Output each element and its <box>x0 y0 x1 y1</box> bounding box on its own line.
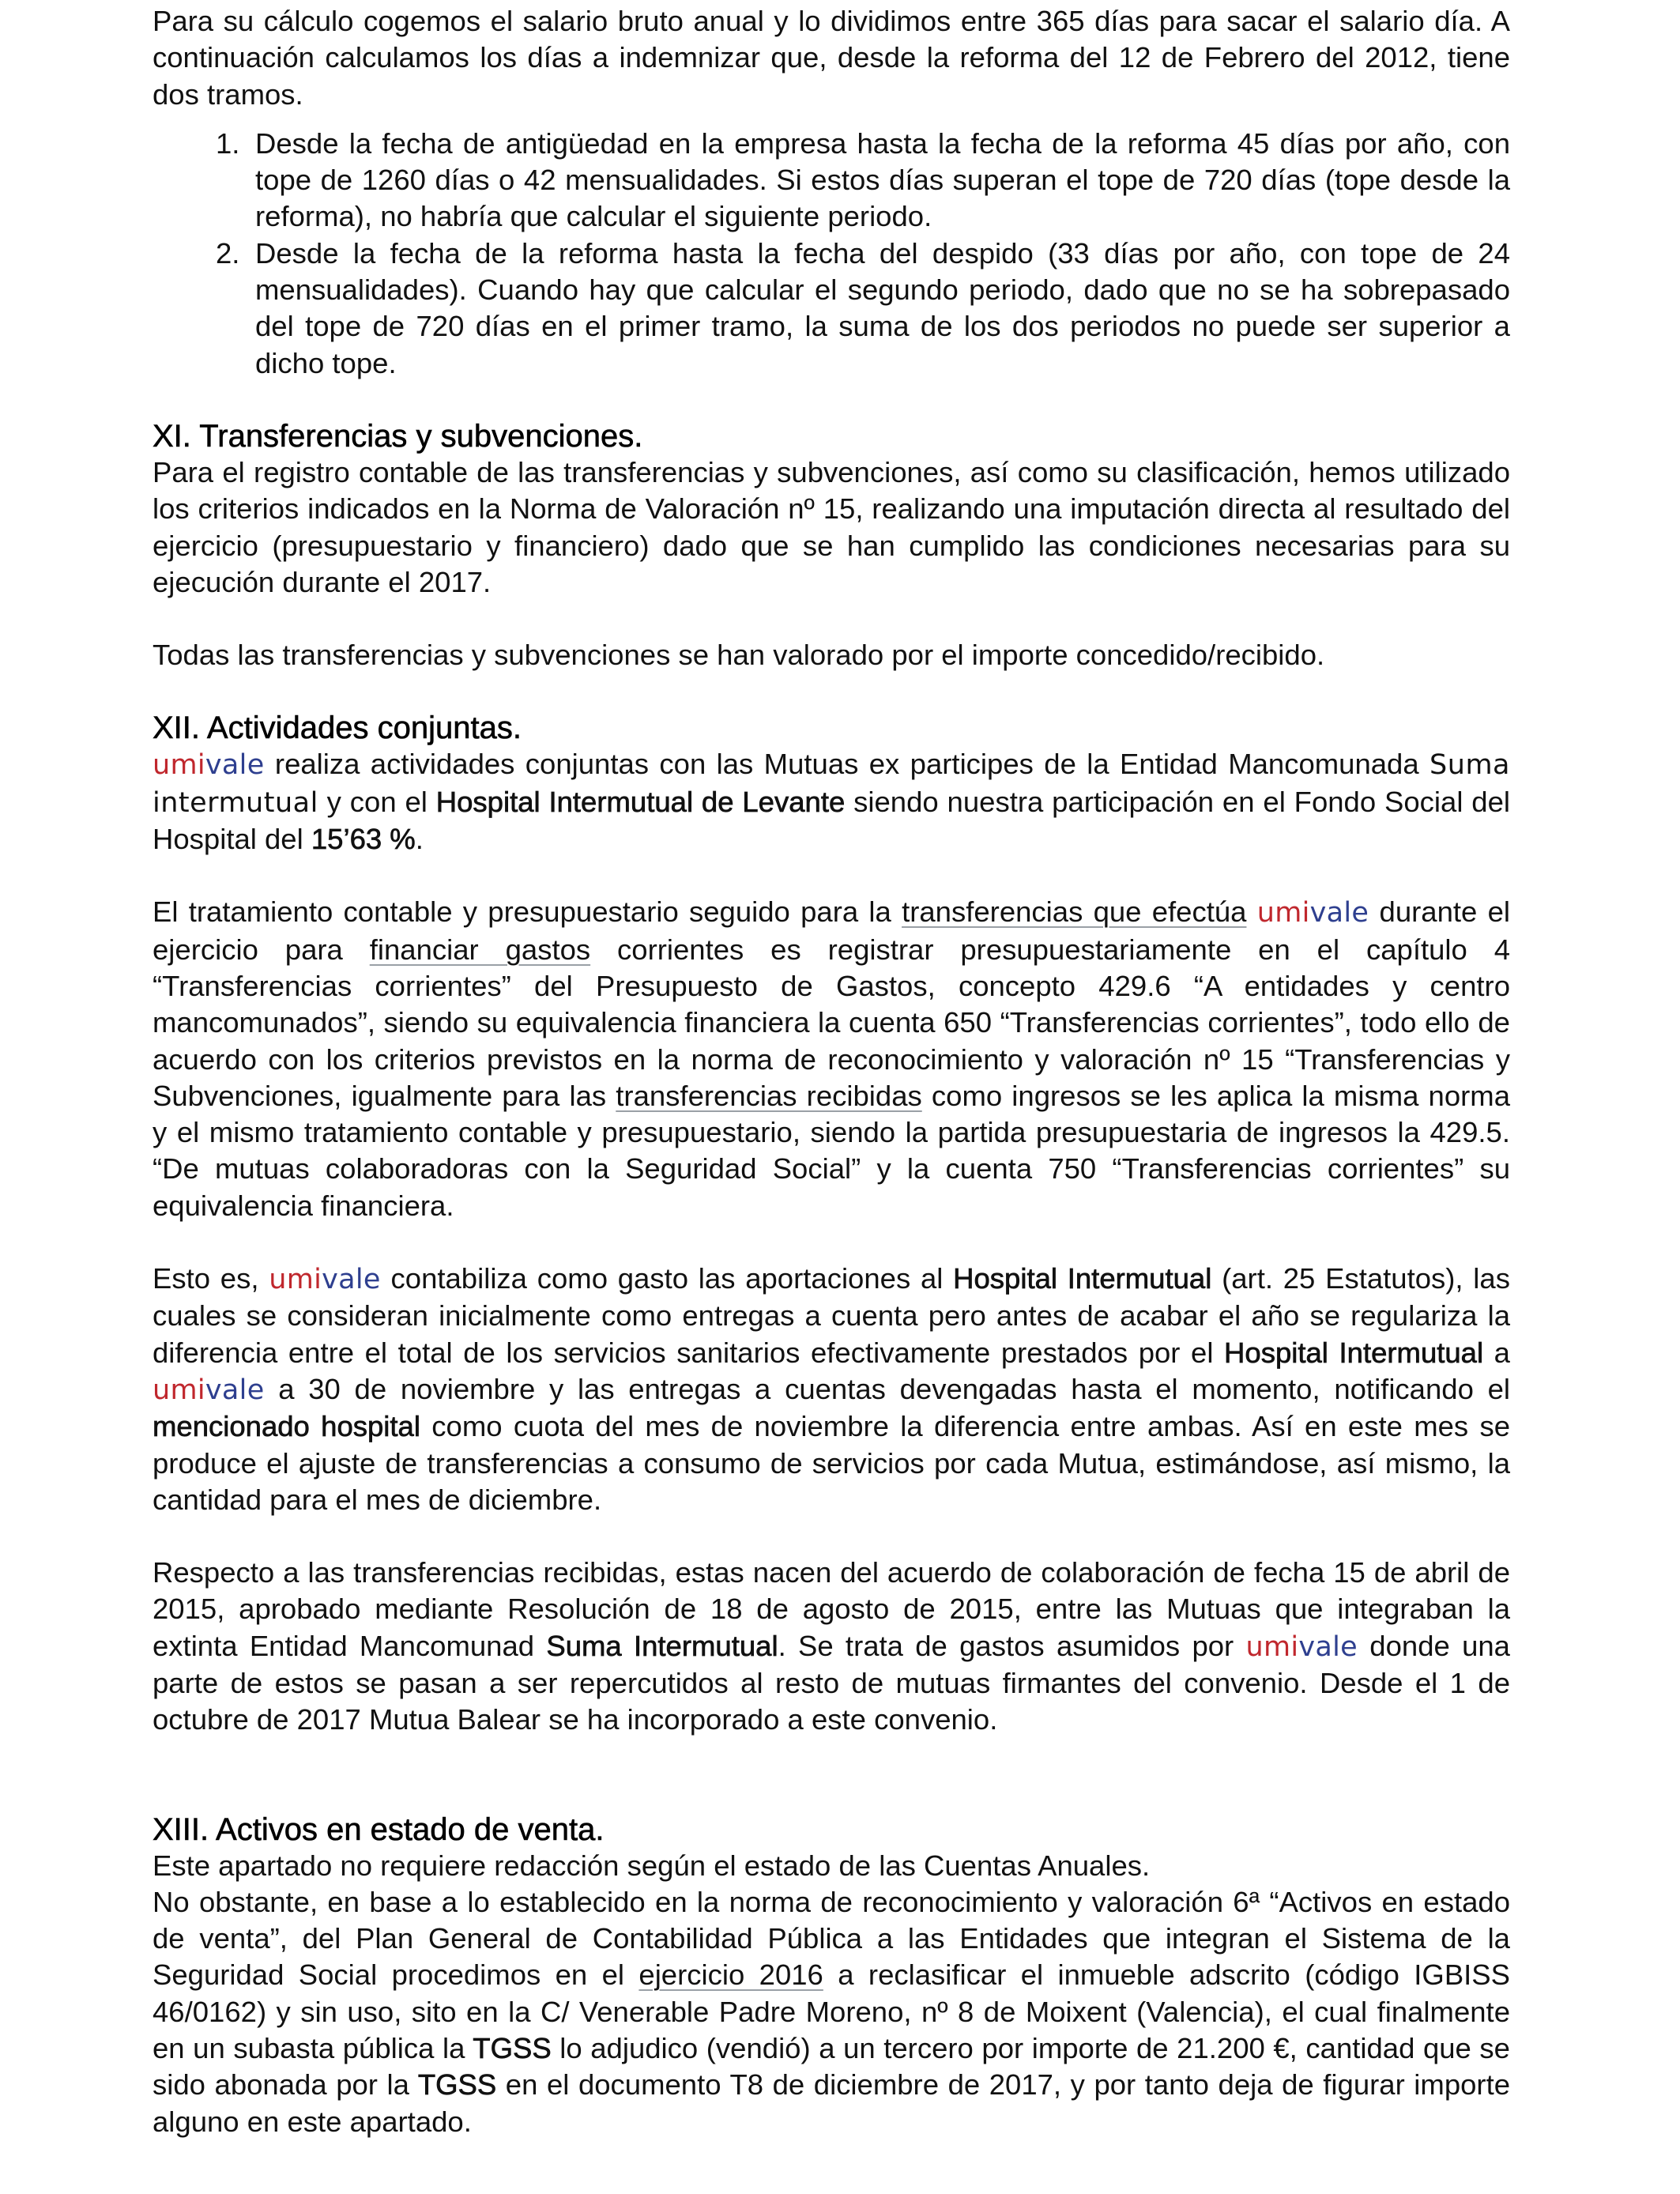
section-heading-xiii: XIII. Activos en estado de venta. <box>153 1811 605 1847</box>
section-xi-paragraph-2: Todas las transferencias y subvenciones se han valorado por el importe concedido/recibido. <box>153 639 1325 672</box>
section-xii-paragraph-1: umivale realiza actividades conjuntas con las Mutuas ex participes de la Entidad Mancomunada Suma intermutual y con el Hospital Intermutual de Levante siendo nuestra participación en el Fondo Social del Hospital del 15’63 %. <box>153 748 1510 856</box>
list-item <box>216 236 1510 382</box>
section-heading-xi: XI. Transferencias y subvenciones. <box>153 418 643 454</box>
section-xii-paragraph-3: Esto es, umivale contabiliza como gasto las aportaciones al Hospital Intermutual (art. 25 Estatutos), las cuales se consideran inicialmente como entregas a cuenta pero antes de acabar el año se regulariza la diferencia entre el total de los servicios sanitarios efectivamente prestados por el Hospital Intermutual a umivale a 30 de noviembre y las entregas a cuentas devengadas hasta el momento, notificando el mencionado hospital como cuota del mes de noviembre la diferencia entre ambas. Así en este mes se produce el ajuste de transferencias a consumo de servicios por cada Mutua, estimándose, así mismo, la cantidad para el mes de diciembre. <box>153 1262 1510 1516</box>
section-xii-paragraph-2: El tratamiento contable y presupuestario seguido para la transferencias que efectúa umivale durante el ejercicio para financiar gastos corrientes es registrar presupuestariamente en el capítulo 4 “Transferencias corrientes” del Presupuesto de Gastos, concepto 429.6 “A entidades y centro mancomunados”, siendo su equivalencia financiera la cuenta 650 “Transferencias corrientes”, todo ello de acuerdo con los criterios previstos en la norma de reconocimiento y valoración nº 15 “Transferencias y Subvenciones, igualmente para las transferencias recibidas como ingresos se les aplica la misma norma y el mismo tratamiento contable y presupuestario, siendo la partida presupuestaria de ingresos la 429.5. “De mutuas colaboradoras con la Seguridad Social” y la cuenta 750 “Transferencias corrientes” su equivalencia financiera. <box>153 895 1510 1222</box>
section-xiii-paragraph-2: No obstante, en base a lo establecido en la norma de reconocimiento y valoración 6ª “Activos en estado de venta”, del Plan General de Contabilidad Pública a las Entidades que integran el Sistema de la Seguridad Social procedimos en el ejercicio 2016 a reclasificar el inmueble adscrito (código IGBISS 46/0162) y sin uso, sito en la C/ Venerable Padre Moreno, nº 8 de Moixent (Valencia), el cual finalmente en un subasta pública la TGSS lo adjudico (vendió) a un tercero por importe de 21.200 €, cantidad que se sido abonada por la TGSS en el documento T8 de diciembre de 2017, y por tanto deja de figurar importe alguno en este apartado. <box>153 1885 1511 2138</box>
underlined-text: transferencias recibidas <box>616 1079 922 1112</box>
suma-intermutual-logo: Suma intermutual <box>153 749 1510 819</box>
section-xiii-paragraph-1: Este apartado no requiere redacción según el estado de las Cuentas Anuales. <box>153 1849 1151 1882</box>
document-page <box>153 0 1510 2140</box>
list-item-text: Desde la fecha de la reforma hasta la fecha del despido (33 días por año, con tope de 24 mensualidades). Cuando hay que calcular el segundo periodo, dado que no se ha sobrepasado del tope de 720 días en el primer tramo, la suma de los dos periodos no puede ser superior a dicho tope. <box>255 236 1510 379</box>
hospital-name: Hospital Intermutual <box>953 1262 1212 1295</box>
indemnization-periods-list <box>153 126 1510 382</box>
hospital-name: Hospital Intermutual de Levante <box>435 785 846 818</box>
tgss-name: TGSS <box>473 2032 552 2065</box>
section-xi-paragraph-1: Para el registro contable de las transferencias y subvenciones, así como su clasificación, hemos utilizado los criterios indicados en la Norma de Valoración nº 15, realizando una imputación directa al resultado del ejercicio (presupuestario y financiero) dado que se han cumplido las condiciones necesarias para su ejecución durante el 2017. <box>153 455 1510 598</box>
umivale-logo: umivale <box>153 749 265 782</box>
umivale-logo: umivale <box>269 1264 381 1296</box>
list-number: 2. <box>216 236 240 270</box>
section-xii-paragraph-4: Respecto a las transferencias recibidas, estas nacen del acuerdo de colaboración de fecha 15 de abril de 2015, aprobado mediante Resolución de 18 de agosto de 2015, entre las Mutuas que integraban la extinta Entidad Mancomunad Suma Intermutual. Se trata de gastos asumidos por umivale donde una parte de estos se pasan a ser repercutidos al resto de mutuas firmantes del convenio. Desde el 1 de octubre de 2017 Mutua Balear se ha incorporado a este convenio. <box>153 1556 1510 1736</box>
participation-percent: 15’63 % <box>311 823 416 856</box>
hospital-name: mencionado hospital <box>153 1410 420 1443</box>
tgss-name: TGSS <box>417 2068 497 2102</box>
umivale-logo: umivale <box>1256 897 1369 929</box>
underlined-text: transferencias que efectúa <box>902 895 1247 929</box>
suma-intermutual-name: Suma Intermutual <box>546 1629 778 1662</box>
intro-paragraph: Para su cálculo cogemos el salario bruto anual y lo dividimos entre 365 días para sacar el salario día. A continuación calculamos los días a indemnizar que, desde la reforma del 12 de Febrero del 2012, tiene dos tramos. <box>153 5 1510 111</box>
hospital-name: Hospital Intermutual <box>1224 1336 1484 1369</box>
underlined-text: ejercicio 2016 <box>638 1958 823 1992</box>
list-item <box>216 126 1510 236</box>
umivale-logo: umivale <box>153 1374 265 1406</box>
underlined-text: financiar gastos <box>369 933 591 966</box>
umivale-logo: umivale <box>1245 1630 1358 1663</box>
list-item-text: Desde la fecha de antigüedad en la empresa hasta la fecha de la reforma 45 días por año, con tope de 1260 días o 42 mensualidades. Si estos días superan el tope de 720 días (tope desde la reforma), no habría que calcular el siguiente periodo. <box>255 126 1510 233</box>
list-number: 1. <box>216 126 240 160</box>
section-heading-xii: XII. Actividades conjuntas. <box>153 711 522 746</box>
